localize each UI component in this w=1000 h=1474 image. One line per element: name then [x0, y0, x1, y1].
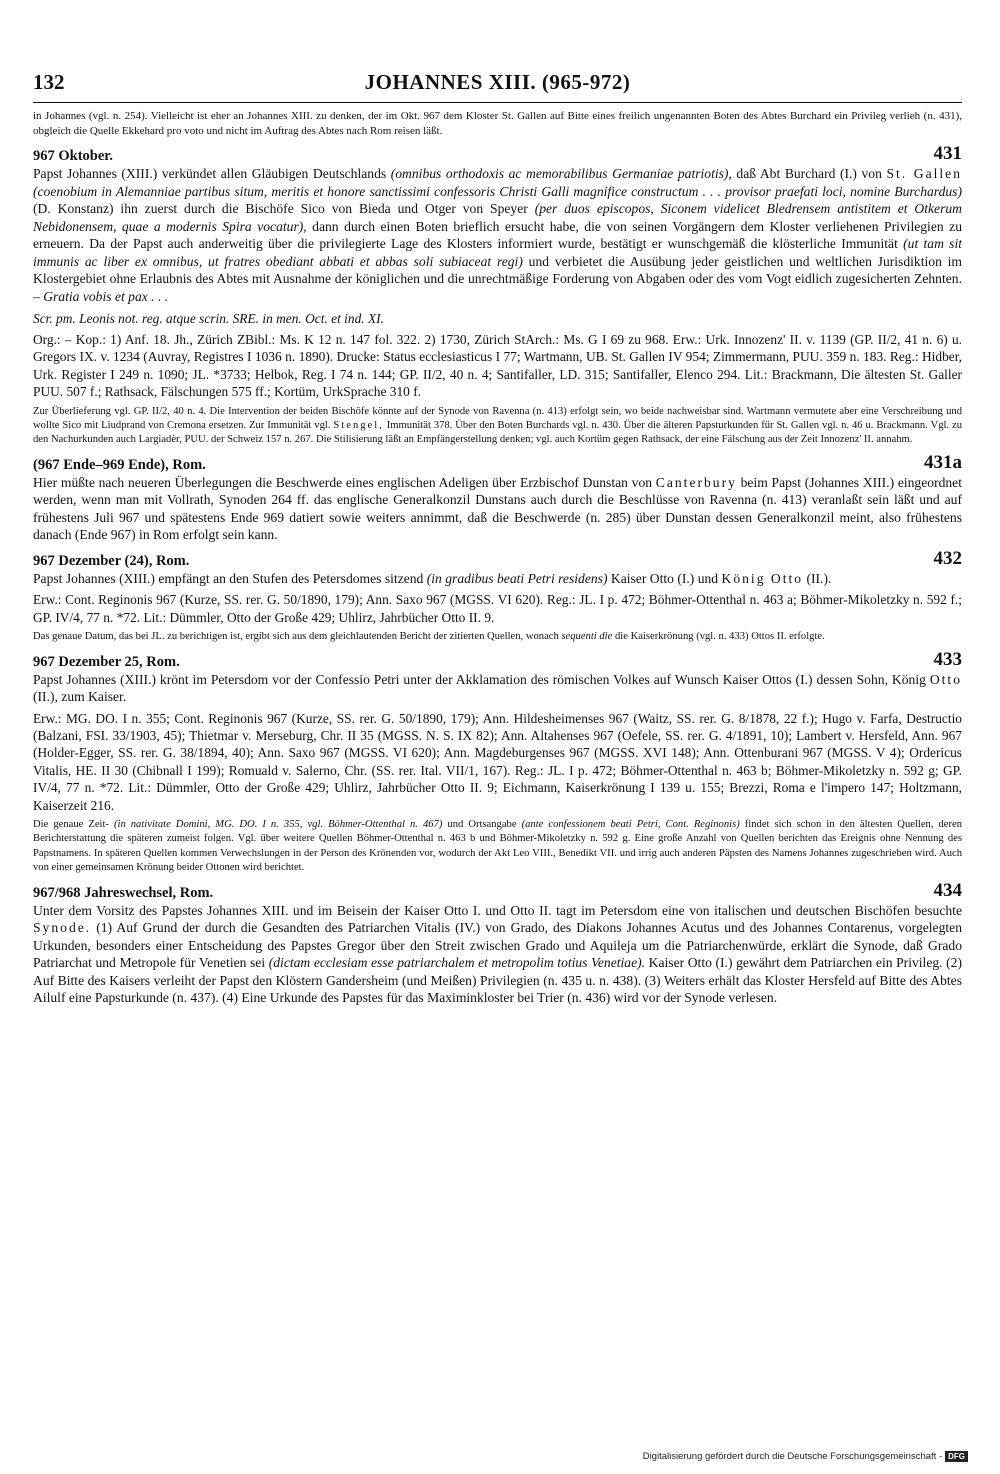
entry-heading — [33, 879, 962, 902]
entry-heading — [33, 547, 962, 570]
text-run: Hier müßte nach neueren Überlegungen die Beschwerde eines englischen Adeligen über Erzbischof Dunstan von — [33, 474, 656, 490]
latin-quote: (omnibus orthodoxis ac memorabilibus Germaniae patriotis), — [390, 166, 732, 181]
latin-quote: (ut tam sit immunis ac liber ex omnibus, ut fratres obediant abbati et abbas soli subiaceat regi) — [33, 236, 962, 269]
entry-date: (967 Ende–969 Ende), Rom. — [33, 456, 206, 473]
entry-scriptum: Scr. pm. Leonis not. reg. atque scrin. SRE. in men. Oct. et ind. XI. — [33, 311, 384, 326]
entry-number: 431 — [933, 143, 962, 164]
text-run: Das genaue Datum, das bei JL. zu berichtigen ist, ergibt sich aus dem gleichlautenden Bericht der zitierten Quellen, wonach — [33, 631, 562, 643]
entry-note — [33, 405, 962, 448]
text-run: Kaiser Otto (I.) und — [607, 570, 722, 586]
running-head — [33, 66, 962, 103]
intro-paragraph: in Johannes (vgl. n. 254). Vielleicht ist eher an Johannes XIII. zu denken, der im Okt. 967 dem Kloster St. Gallen auf Bitte eines freilich ungenannten Boten des Abtes Burchard ein Privileg verlieh (n. 431), obgleich die Quelle Ekkehard pro voto und nicht im Auftrag des Abtes nach Rom reisen läßt. — [33, 110, 962, 137]
text-run: Die genaue Zeit- — [33, 819, 114, 830]
regest-entry — [33, 451, 962, 544]
text-run: daß Abt Burchard (I.) von — [731, 166, 887, 181]
page-number: 132 — [33, 70, 65, 94]
entry-body — [33, 474, 962, 544]
entry-number: 433 — [933, 648, 962, 670]
latin-quote: (coenobium in Alemanniae partibus situm, meritis et honore sanctissimi confessoris Christi Galli magnifice constructum . . . provisor praefati loci, nomine Burchardus) — [33, 183, 962, 199]
spaced-name: König Otto — [721, 570, 804, 586]
regest-entry — [33, 143, 962, 448]
spaced-name: Canterbury — [655, 474, 737, 490]
entry-sources: Erw.: MG. DO. I n. 355; Cont. Reginonis 967 (Kurze, SS. rer. G. 50/1890, 179); Ann. Hildesheimenses 967 (Waitz, SS. rer. G. 8/1878, 22 f.); Hugo v. Farfa, Destructio (Balzani, FSI. 33/1903, 45); Thietmar v. Merseburg, Chr. II 35 (MGSS. N. S. IX 82); Ann. Altahenses 967 (Oefele, SS. rer. G. 4/1891, 10); Lambert v. Hersfeld, Ann. 967 (Holder-Egger, SS. rer. G. 38/1894, 40); Ann. Saxo 967 (MGSS. VI 620); Ann. Magdeburgenses 967 (MGSS. XVI 148); Ann. Ottenburani 967 (MGSS. V 4); Ordericus Vitalis, HE. II 30 (Chibnall I 199); Romuald v. Salerno, Chr. (SS. rer. Ital. VII/1, 167). Reg.: JL. I p. 472; Böhmer-Ottenthal n. 463 b; Böhmer-Mikoletzky n. 592 g; GP. IV/4, 77 n. *72. Lit.: Dümmler, Otto der Große 429; Uhlirz, Jahrbücher Otto II. 9; Eichmann, Kaiserkrönung I 139 u. 155; Brezzi, Roma e l'impero 147; Holtzmann, Kaiserzeit 216. — [33, 710, 962, 813]
entry-heading — [33, 648, 962, 671]
latin-quote: (ante confessionem beati Petri, Cont. Reginonis) — [521, 819, 740, 830]
entry-date: 967 Dezember (24), Rom. — [33, 552, 190, 569]
text-run: (D. Konstanz) ihn zuerst durch die Bischöfe Sico von Bieda und Otger von Speyer — [33, 201, 535, 216]
entry-body — [33, 570, 962, 588]
text-run: Unter dem Vorsitz des Papstes Johannes XIII. und im Beisein der Kaiser Otto I. und Otto II. tagt im Petersdom eine von italischen und deutschen Bischöfen besuchte — [33, 902, 962, 918]
entry-number: 431a — [924, 451, 962, 473]
entry-heading — [33, 451, 962, 474]
text-run: Immunität 378. Über den Boten Burchards vgl. n. 430. Über die älteren Papsturkunden für St. Gallen vgl. n. 46 u. Brackmann. Vgl. zu den Nachurkunden auch Largiadèr, PUU. der Schweiz 157 n. 267. Die Stilisierung läßt an Empfängerstellung denken; vgl. auch Kortüm gegen Rathsack, der eine Fälschung aus der Zeit Innozenz' II. annahm. — [33, 420, 962, 446]
text-run: (II.). — [803, 570, 832, 586]
entry-note — [33, 630, 962, 644]
latin-quote: (in nativitate Domini, MG. DO. I n. 355, vgl. Böhmer-Ottenthal n. 467) — [113, 819, 443, 830]
text-run: die Kaiserkrönung (vgl. n. 433) Ottos II. erfolgte. — [612, 631, 825, 643]
entry-date: 967 Oktober. — [33, 148, 114, 164]
text-run: (1) Auf Grund der durch die Gesandten des Patriarchen Vitalis (IV.) von Grado, des Diakons Johannes Acutus und des Johannes Contarenus, vorgelegten Urkunden, besonders einer Entscheidung des Papstes Gregor über den Streit zwischen Grado und Aquileja um die Patriarchenwürde, erklärt die Synode, daß Grado Patriarchat und Metropole für Venetien sei — [33, 920, 962, 971]
text-run: (II.), zum Kaiser. — [33, 689, 127, 705]
text-run: dann durch einen Boten brieflich ersucht habe, die von seinen Vorgängern dem Kloster verliehenen Privilegien zu erneuern. Da der Papst auch anderweitig über die privilegierte Lage des Klosters informiert wurde, bestätigt er wunschgemäß die klösterliche Immunität — [33, 218, 962, 251]
regest-entries — [33, 143, 963, 1007]
text-run: und Ortsangabe — [442, 819, 522, 830]
latin-quote: Gratia vobis et pax . . . — [43, 288, 169, 304]
entry-body — [33, 902, 962, 1007]
entry-note — [33, 818, 962, 876]
latin-quote: (dictam ecclesiam esse patriarchalem et metropolim totius Venetiae). — [268, 955, 646, 971]
footer-credit-text: Digitalisierung gefördert durch die Deutsche Forschungsgemeinschaft - — [642, 1451, 943, 1462]
text-run: Papst Johannes (XIII.) krönt im Petersdom vor der Confessio Petri unter der Akklamation des römischen Volkes auf Wunsch Kaiser Ottos (I.) dessen Sohn, König — [33, 671, 930, 687]
entry-date: 967/968 Jahreswechsel, Rom. — [33, 884, 214, 901]
text-run: Kaiser Otto (I.) gewährt dem Patriarchen ein Privileg. (2) Auf Bitte des Kaisers verleiht der Papst den Klöstern Gandersheim (und Meißen) Privilegien (n. 435 u. n. 438). (3) Weiters erhält das Kloster Hersfeld auf Bitte des Abtes Ailulf eine Papsturkunde (n. 437). (4) Eine Urkunde des Papstes für das Maximinkloster bei Trier (n. 436) wird vor der Synode verlesen. — [33, 955, 963, 1006]
entry-date: 967 Dezember 25, Rom. — [33, 653, 180, 670]
latin-quote: (in gradibus beati Petri residens) — [426, 570, 608, 586]
running-title: JOHANNES XIII. (965-972) — [364, 70, 631, 94]
entry-number: 432 — [933, 547, 962, 569]
regest-entry — [33, 879, 963, 1007]
entry-heading — [33, 143, 962, 165]
entry-body — [33, 165, 962, 305]
entry-number: 434 — [933, 879, 962, 901]
regest-entry — [33, 547, 962, 645]
text-run: Papst Johannes (XIII.) empfängt an den Stufen des Petersdomes sitzend — [33, 570, 427, 586]
latin-quote: sequenti die — [561, 631, 613, 643]
spaced-name: St. Gallen — [886, 166, 962, 181]
spaced-name: Otto — [929, 671, 962, 687]
text-run: und verbietet die Ausübung jeder geistlichen und weltlichen Jurisdiktion im Klostergebiet ohne Erlaubnis des Abtes mit Ausnahme der königlichen und die unrechtmäßige Forderung von Abgaben oder des vom Vogt eidlich zugesicherten Zehnten. – — [33, 253, 962, 304]
footer-credit — [643, 1451, 968, 1462]
text-run: Papst Johannes (XIII.) verkündet allen Gläubigen Deutschlands — [33, 166, 391, 181]
text-run: Zur Überlieferung vgl. GP. II/2, 40 n. 4. Die Intervention der beiden Bischöfe könnte auf der Synode von Ravenna (n. 413) erfolgt sein, wo beide nachweisbar sind. Wartmann vermutete aber eine Verschreibung und wollte Sico mit Liudprand von Cremona ersetzen. Zur Immunität vgl. — [33, 405, 962, 432]
entry-sources: Erw.: Cont. Reginonis 967 (Kurze, SS. rer. G. 50/1890, 179); Ann. Saxo 967 (MGSS. VI 620). Reg.: JL. I p. 472; Böhmer-Ottenthal n. 463 a; Böhmer-Mikoletzky n. 592 f.; GP. IV/4, 77 n. *72. Lit.: Dümmler, Otto der Große 429; Uhlirz, Jahrbücher Otto II. 9. — [33, 592, 962, 625]
text-run: findet sich schon in den ältesten Quellen, deren Berichterstattung die späteren zumeist folgen. Vgl. über weitere Quellen Böhmer-Ottenthal n. 463 b und Böhmer-Mikoletzky n. 592 g. Eine große Anzahl von Quellen berichten das Ereignis ohne Nennung des Papstnamens. In späteren Quellen kommen Verwechslungen in der Person des Krönenden vor, wodurch der Akt Leo VIII., Benedikt VII. und irrig auch anderen Päpsten des Namens Johannes zugeschrieben wird. Auch von einer gemeinsamen Krönung beider Ottonen wird berichtet. — [33, 819, 963, 874]
entry-body — [33, 671, 962, 706]
text-run: beim Papst (Johannes XIII.) eingeordnet werden, wenn man mit Vollrath, Synoden 264 ff. das englische Generalkonzil Dunstans auch durch die Beschlüsse von Ravenna (n. 413) veranlaßt sein läßt und auf frühestens Juli 967 und spätestens Ende 969 datiert sowie weiters annimmt, daß die Beschwerde (n. 285) über Dunstan dessen Generalkonzil meint, also frühestens danach (Ende 967) in Rom erfolgt sein kann. — [33, 474, 962, 543]
spaced-name: Stengel, — [333, 420, 384, 432]
document-page — [33, 66, 962, 1007]
latin-quote: (per duos episcopos, Siconem videlicet Bledrensem antistitem et Otkerum Nebidonensem, quae a modernis Spira vocatur), — [33, 201, 962, 234]
dfg-logo: DFG — [945, 1451, 968, 1462]
entry-sources: Org.: – Kop.: 1) Anf. 18. Jh., Zürich ZBibl.: Ms. K 12 n. 147 fol. 322. 2) 1730, Zürich StArch.: Ms. G I 69 zu 968. Erw.: Urk. Innozenz' II. v. 1139 (GP. II/2, 41 n. 6) u. Gregors IX. v. 1234 (Auvray, Registres I 1036 n. 1890). Drucke: Status ecclesiasticus I 77; Wartmann, UB. St. Gallen IV 954; Zimmermann, PUU. 359 n. 183. Reg.: Hidber, Urk. Register I 249 n. 1090; JL. *3733; Helbok, Reg. I 74 n. 144; GP. II/2, 40 n. 4; Santifaller, LD. 315; Santifaller, Elenco 294. Lit.: Brackmann, Die ältesten St. Galler PUU. 507 f.; Rathsack, Fälschungen 575 ff.; Kortüm, UrkSprache 310 f. — [33, 332, 962, 400]
regest-entry — [33, 648, 963, 876]
spaced-name: Synode. — [33, 920, 92, 936]
